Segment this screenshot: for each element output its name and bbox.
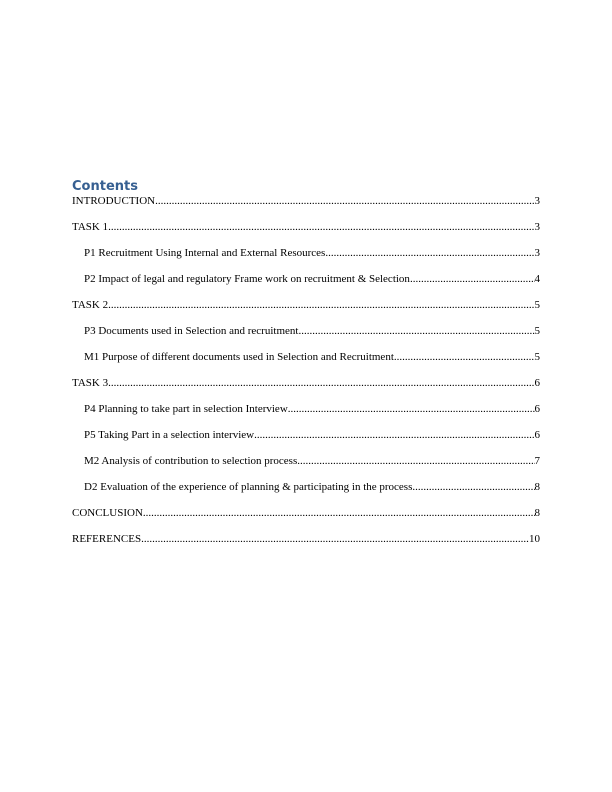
toc-entry-title: TASK 1	[72, 221, 109, 233]
toc-dot-leader	[325, 247, 534, 260]
toc-entry-title: M1 Purpose of different documents used in Selection and Recruitment	[84, 351, 394, 363]
toc-entry-title: CONCLUSION	[72, 507, 143, 519]
toc-entry-title: P3 Documents used in Selection and recruitment	[84, 325, 299, 337]
toc-entry-title: P2 Impact of legal and regulatory Frame work on recruitment & Selection	[84, 273, 410, 285]
toc-entry-page-number: 4	[534, 273, 540, 285]
toc-dot-leader	[410, 273, 535, 286]
toc-entry[interactable]	[72, 299, 540, 312]
toc-entry-page-number: 10	[529, 533, 540, 545]
toc-entry-page-number: 6	[534, 429, 540, 441]
toc-entry[interactable]	[72, 195, 540, 208]
toc-dot-leader	[254, 429, 534, 442]
toc-entry-title: REFERENCES	[72, 533, 142, 545]
toc-entry-page-number: 3	[534, 195, 540, 207]
toc-dot-leader	[155, 195, 534, 208]
toc-entry[interactable]	[72, 455, 540, 468]
toc-dot-leader	[108, 377, 534, 390]
toc-entry-page-number: 5	[534, 351, 540, 363]
toc-entry[interactable]	[72, 221, 540, 234]
toc-dot-leader	[412, 481, 534, 494]
toc-dot-leader	[143, 507, 535, 520]
toc-entry-page-number: 8	[534, 481, 540, 493]
toc-entry-title: TASK 3	[72, 377, 109, 389]
toc-entry-page-number: 5	[534, 299, 540, 311]
toc-entry-page-number: 6	[534, 403, 540, 415]
toc-dot-leader	[394, 351, 535, 364]
toc-entry[interactable]	[72, 273, 540, 286]
toc-dot-leader	[108, 299, 534, 312]
toc-heading: Contents	[72, 179, 138, 194]
toc-dot-leader	[298, 325, 534, 338]
toc-entry[interactable]	[72, 429, 540, 442]
toc-entry-title: TASK 2	[72, 299, 109, 311]
toc-entry[interactable]	[72, 507, 540, 520]
toc-entry-title: INTRODUCTION	[72, 195, 156, 207]
toc-entry[interactable]	[72, 247, 540, 260]
toc-entry-title: M2 Analysis of contribution to selection process	[84, 455, 298, 467]
toc-entry[interactable]	[72, 481, 540, 494]
toc-entry-page-number: 7	[534, 455, 540, 467]
toc-dot-leader	[288, 403, 535, 416]
toc-entry-page-number: 3	[534, 247, 540, 259]
toc-entry[interactable]	[72, 351, 540, 364]
toc-entry-title: P1 Recruitment Using Internal and External Resources	[84, 247, 326, 259]
toc-entry-title: P4 Planning to take part in selection Interview	[84, 403, 288, 415]
toc-dot-leader	[141, 533, 529, 546]
toc-dot-leader	[108, 221, 534, 234]
toc-entry-title: P5 Taking Part in a selection interview	[84, 429, 255, 441]
table-of-contents	[72, 178, 540, 559]
toc-entry[interactable]	[72, 325, 540, 338]
toc-entry-page-number: 3	[534, 221, 540, 233]
toc-list	[72, 195, 540, 546]
toc-entry-title: D2 Evaluation of the experience of planning & participating in the process	[84, 481, 413, 493]
toc-entry[interactable]	[72, 533, 540, 546]
toc-entry-page-number: 8	[534, 507, 540, 519]
toc-dot-leader	[297, 455, 534, 468]
toc-entry[interactable]	[72, 377, 540, 390]
toc-entry-page-number: 5	[534, 325, 540, 337]
toc-entry[interactable]	[72, 403, 540, 416]
toc-entry-page-number: 6	[534, 377, 540, 389]
